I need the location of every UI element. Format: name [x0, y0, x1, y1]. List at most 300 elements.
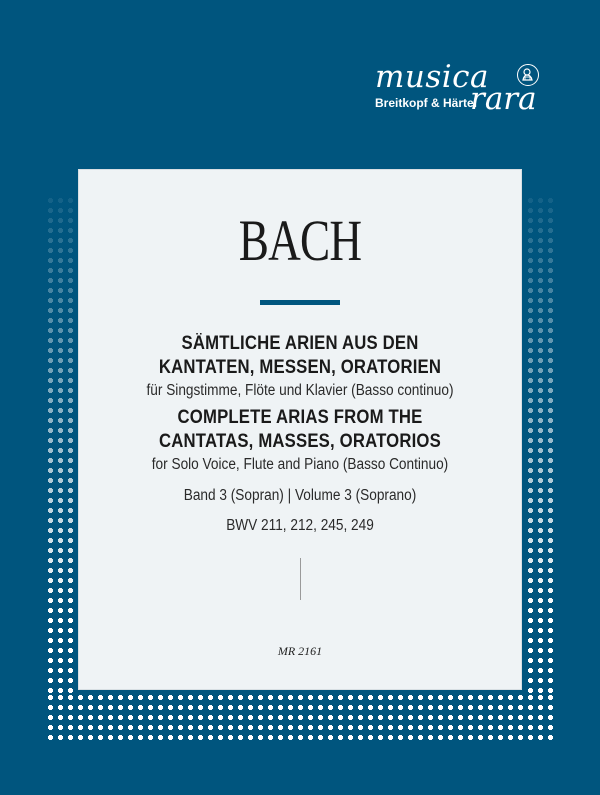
dot-icon: [208, 735, 213, 740]
dot-icon: [548, 558, 553, 563]
dot-icon: [548, 705, 553, 710]
dot-icon: [148, 715, 153, 720]
dot-icon: [338, 735, 343, 740]
dot-icon: [68, 498, 73, 503]
dot-icon: [218, 695, 223, 700]
bwv-catalogue: BWV 211, 212, 245, 249: [226, 517, 374, 534]
dot-icon: [378, 695, 383, 700]
dot-icon: [48, 258, 53, 263]
dot-icon: [68, 648, 73, 653]
dot-icon: [528, 695, 533, 700]
dot-icon: [538, 468, 543, 473]
dot-icon: [48, 668, 53, 673]
dot-icon: [528, 508, 533, 513]
dot-icon: [528, 608, 533, 613]
dot-icon: [58, 308, 63, 313]
dot-icon: [408, 695, 413, 700]
dot-icon: [528, 548, 533, 553]
dot-icon: [68, 628, 73, 633]
dot-icon: [528, 648, 533, 653]
dot-icon: [48, 658, 53, 663]
dot-icon: [48, 328, 53, 333]
dot-icon: [468, 725, 473, 730]
dot-icon: [368, 695, 373, 700]
dot-icon: [548, 538, 553, 543]
dot-icon: [168, 715, 173, 720]
dot-icon: [58, 298, 63, 303]
dot-icon: [548, 468, 553, 473]
dot-icon: [548, 318, 553, 323]
dot-icon: [58, 318, 63, 323]
dot-icon: [138, 735, 143, 740]
dot-icon: [238, 725, 243, 730]
dot-icon: [538, 688, 543, 693]
dot-icon: [48, 538, 53, 543]
dot-icon: [538, 418, 543, 423]
subtitle-german: für Singstimme, Flöte und Klavier (Basso continuo): [146, 382, 454, 399]
dot-icon: [538, 715, 543, 720]
dot-icon: [158, 725, 163, 730]
dot-icon: [538, 648, 543, 653]
dot-icon: [258, 725, 263, 730]
dot-icon: [528, 318, 533, 323]
dot-icon: [288, 725, 293, 730]
dot-icon: [538, 448, 543, 453]
dot-icon: [148, 725, 153, 730]
dot-icon: [528, 618, 533, 623]
dot-icon: [58, 478, 63, 483]
dot-icon: [98, 695, 103, 700]
dot-icon: [58, 578, 63, 583]
dot-icon: [548, 278, 553, 283]
dot-icon: [548, 528, 553, 533]
dot-icon: [548, 228, 553, 233]
dot-icon: [68, 608, 73, 613]
dot-icon: [68, 688, 73, 693]
dot-icon: [348, 715, 353, 720]
dot-icon: [58, 448, 63, 453]
dot-icon: [68, 618, 73, 623]
dot-icon: [78, 735, 83, 740]
dot-icon: [58, 618, 63, 623]
dot-icon: [98, 705, 103, 710]
dot-icon: [48, 488, 53, 493]
dot-icon: [398, 715, 403, 720]
dot-icon: [358, 705, 363, 710]
dot-icon: [548, 428, 553, 433]
dot-icon: [198, 725, 203, 730]
dot-icon: [548, 578, 553, 583]
dot-icon: [358, 735, 363, 740]
dot-icon: [48, 338, 53, 343]
dot-icon: [68, 358, 73, 363]
dot-icon: [48, 628, 53, 633]
dot-icon: [388, 695, 393, 700]
dot-icon: [418, 725, 423, 730]
dot-icon: [348, 725, 353, 730]
dot-icon: [308, 735, 313, 740]
dot-icon: [528, 628, 533, 633]
dot-icon: [428, 725, 433, 730]
dot-icon: [488, 735, 493, 740]
dot-icon: [68, 228, 73, 233]
dot-icon: [398, 695, 403, 700]
dot-icon: [528, 598, 533, 603]
dot-icon: [68, 508, 73, 513]
dot-icon: [228, 705, 233, 710]
dot-icon: [398, 705, 403, 710]
dot-icon: [528, 518, 533, 523]
dot-icon: [58, 428, 63, 433]
dot-icon: [88, 735, 93, 740]
dot-icon: [108, 695, 113, 700]
dot-icon: [528, 568, 533, 573]
accent-rule: [260, 300, 340, 305]
dot-icon: [48, 588, 53, 593]
dot-icon: [68, 568, 73, 573]
dot-icon: [528, 378, 533, 383]
dot-icon: [278, 735, 283, 740]
dot-icon: [48, 308, 53, 313]
dot-icon: [68, 695, 73, 700]
dot-icon: [298, 735, 303, 740]
dot-icon: [68, 368, 73, 373]
dot-icon: [58, 208, 63, 213]
dot-icon: [538, 278, 543, 283]
dot-icon: [418, 705, 423, 710]
dot-icon: [48, 228, 53, 233]
dot-icon: [548, 258, 553, 263]
dot-icon: [318, 715, 323, 720]
dot-icon: [538, 735, 543, 740]
dot-icon: [178, 705, 183, 710]
dot-icon: [68, 208, 73, 213]
dot-icon: [488, 715, 493, 720]
dot-icon: [48, 278, 53, 283]
dot-icon: [528, 398, 533, 403]
dot-icon: [48, 288, 53, 293]
dot-icon: [528, 218, 533, 223]
dot-icon: [388, 705, 393, 710]
dot-icon: [538, 428, 543, 433]
dot-icon: [528, 368, 533, 373]
title-english-line2: CANTATAS, MASSES, ORATORIOS: [159, 431, 441, 452]
dot-icon: [518, 715, 523, 720]
dot-icon: [548, 198, 553, 203]
dot-icon: [138, 715, 143, 720]
dot-icon: [538, 408, 543, 413]
dot-icon: [68, 448, 73, 453]
dot-icon: [58, 418, 63, 423]
dot-icon: [528, 438, 533, 443]
dot-icon: [128, 705, 133, 710]
title-german-line1: SÄMTLICHE ARIEN AUS DEN: [181, 333, 419, 354]
dot-icon: [58, 518, 63, 523]
dot-icon: [68, 598, 73, 603]
subtitle-english: for Solo Voice, Flute and Piano (Basso Continuo): [151, 456, 449, 473]
dot-icon: [198, 705, 203, 710]
dot-icon: [538, 638, 543, 643]
dot-icon: [498, 695, 503, 700]
dot-icon: [168, 735, 173, 740]
dot-icon: [48, 348, 53, 353]
publisher-logo: [370, 59, 570, 124]
dot-icon: [528, 358, 533, 363]
dot-icon: [58, 725, 63, 730]
dot-icon: [168, 695, 173, 700]
dot-icon: [48, 268, 53, 273]
dot-icon: [468, 695, 473, 700]
dot-icon: [58, 598, 63, 603]
dot-icon: [248, 715, 253, 720]
dot-icon: [528, 328, 533, 333]
dot-icon: [498, 735, 503, 740]
composer-name: BACH: [238, 208, 362, 273]
dot-icon: [68, 288, 73, 293]
dot-icon: [68, 458, 73, 463]
dot-icon: [548, 298, 553, 303]
dot-icon: [508, 715, 513, 720]
dot-icon: [538, 538, 543, 543]
dot-icon: [48, 715, 53, 720]
dot-icon: [538, 578, 543, 583]
dot-icon: [358, 715, 363, 720]
dot-icon: [58, 705, 63, 710]
dot-icon: [528, 735, 533, 740]
dot-icon: [58, 438, 63, 443]
dot-icon: [88, 725, 93, 730]
dot-icon: [188, 715, 193, 720]
dot-icon: [48, 568, 53, 573]
dot-icon: [468, 715, 473, 720]
dot-icon: [528, 418, 533, 423]
dot-icon: [278, 705, 283, 710]
dot-icon: [538, 248, 543, 253]
dot-icon: [408, 715, 413, 720]
dot-icon: [48, 648, 53, 653]
dot-icon: [68, 518, 73, 523]
dot-icon: [538, 438, 543, 443]
dot-icon: [458, 715, 463, 720]
dot-icon: [88, 715, 93, 720]
dot-icon: [548, 328, 553, 333]
dot-icon: [218, 725, 223, 730]
dot-icon: [538, 725, 543, 730]
dot-icon: [68, 198, 73, 203]
dot-icon: [248, 695, 253, 700]
dot-icon: [58, 288, 63, 293]
dot-icon: [528, 638, 533, 643]
dot-icon: [128, 735, 133, 740]
dot-icon: [538, 558, 543, 563]
dot-icon: [528, 408, 533, 413]
dot-icon: [48, 298, 53, 303]
dot-icon: [538, 378, 543, 383]
dot-icon: [58, 468, 63, 473]
dot-icon: [58, 498, 63, 503]
dot-icon: [478, 715, 483, 720]
dot-icon: [208, 705, 213, 710]
dot-icon: [258, 735, 263, 740]
dot-icon: [538, 308, 543, 313]
dot-icon: [68, 488, 73, 493]
dot-icon: [48, 498, 53, 503]
dot-icon: [338, 695, 343, 700]
dot-icon: [48, 418, 53, 423]
dot-icon: [548, 408, 553, 413]
dot-icon: [458, 705, 463, 710]
dot-icon: [488, 725, 493, 730]
dot-icon: [68, 278, 73, 283]
dot-icon: [178, 715, 183, 720]
dot-icon: [58, 248, 63, 253]
dot-icon: [378, 725, 383, 730]
dot-icon: [528, 228, 533, 233]
publisher-emblem-icon: [517, 64, 539, 86]
dot-icon: [548, 218, 553, 223]
dot-icon: [48, 248, 53, 253]
dot-icon: [278, 695, 283, 700]
dot-icon: [458, 725, 463, 730]
dot-icon: [68, 725, 73, 730]
dot-icon: [48, 468, 53, 473]
dot-icon: [428, 705, 433, 710]
dot-icon: [158, 715, 163, 720]
dot-icon: [468, 735, 473, 740]
dot-icon: [258, 715, 263, 720]
dot-icon: [58, 735, 63, 740]
dot-icon: [68, 268, 73, 273]
dot-icon: [68, 308, 73, 313]
dot-icon: [58, 348, 63, 353]
dot-icon: [48, 358, 53, 363]
dot-icon: [528, 288, 533, 293]
dot-icon: [48, 618, 53, 623]
dot-icon: [48, 428, 53, 433]
dot-icon: [278, 725, 283, 730]
dot-icon: [108, 735, 113, 740]
dot-icon: [378, 715, 383, 720]
dot-icon: [98, 715, 103, 720]
dot-icon: [538, 358, 543, 363]
dot-icon: [68, 735, 73, 740]
dot-icon: [118, 705, 123, 710]
dot-icon: [58, 398, 63, 403]
dot-icon: [68, 478, 73, 483]
dot-icon: [548, 735, 553, 740]
dot-icon: [548, 638, 553, 643]
dot-icon: [298, 715, 303, 720]
dot-icon: [398, 725, 403, 730]
dot-icon: [528, 338, 533, 343]
title-panel: [78, 169, 522, 690]
dot-icon: [538, 368, 543, 373]
dot-icon: [328, 705, 333, 710]
dot-icon: [68, 418, 73, 423]
dot-icon: [88, 695, 93, 700]
dot-icon: [48, 478, 53, 483]
dot-icon: [98, 735, 103, 740]
dot-icon: [538, 208, 543, 213]
dot-icon: [488, 695, 493, 700]
dot-icon: [488, 705, 493, 710]
dot-icon: [198, 715, 203, 720]
dot-icon: [448, 695, 453, 700]
dot-icon: [268, 695, 273, 700]
dot-icon: [48, 548, 53, 553]
dot-icon: [498, 725, 503, 730]
dot-icon: [68, 588, 73, 593]
dot-icon: [358, 695, 363, 700]
dot-icon: [528, 198, 533, 203]
dot-icon: [458, 735, 463, 740]
dot-icon: [448, 735, 453, 740]
title-english-line1: COMPLETE ARIAS FROM THE: [177, 407, 423, 428]
dot-icon: [418, 715, 423, 720]
dot-icon: [88, 705, 93, 710]
dot-icon: [58, 338, 63, 343]
dot-icon: [418, 735, 423, 740]
dot-icon: [58, 218, 63, 223]
dot-icon: [538, 488, 543, 493]
dot-icon: [68, 378, 73, 383]
dot-icon: [58, 548, 63, 553]
dot-icon: [118, 725, 123, 730]
dot-icon: [328, 735, 333, 740]
dot-icon: [58, 678, 63, 683]
dot-icon: [348, 705, 353, 710]
dot-icon: [538, 228, 543, 233]
dot-icon: [528, 558, 533, 563]
dot-icon: [538, 695, 543, 700]
dot-icon: [538, 288, 543, 293]
dot-icon: [548, 695, 553, 700]
dot-icon: [48, 508, 53, 513]
dot-icon: [68, 558, 73, 563]
dot-icon: [538, 598, 543, 603]
dot-icon: [548, 628, 553, 633]
dot-icon: [538, 658, 543, 663]
dot-icon: [548, 438, 553, 443]
dot-icon: [48, 695, 53, 700]
dot-icon: [198, 735, 203, 740]
dot-icon: [448, 705, 453, 710]
dot-icon: [528, 538, 533, 543]
dot-icon: [518, 735, 523, 740]
dot-icon: [528, 478, 533, 483]
logo-musica-text: musica: [375, 59, 490, 95]
dot-icon: [548, 358, 553, 363]
dot-icon: [58, 378, 63, 383]
dot-icon: [228, 715, 233, 720]
dot-icon: [368, 735, 373, 740]
dot-icon: [58, 278, 63, 283]
dot-icon: [58, 648, 63, 653]
dot-icon: [538, 328, 543, 333]
dot-icon: [388, 725, 393, 730]
dot-icon: [308, 715, 313, 720]
dot-icon: [528, 725, 533, 730]
dot-icon: [188, 735, 193, 740]
dot-icon: [538, 318, 543, 323]
dot-icon: [538, 628, 543, 633]
dot-icon: [478, 735, 483, 740]
dot-icon: [58, 328, 63, 333]
dot-icon: [48, 705, 53, 710]
dot-icon: [318, 705, 323, 710]
dot-icon: [68, 468, 73, 473]
dot-icon: [548, 658, 553, 663]
